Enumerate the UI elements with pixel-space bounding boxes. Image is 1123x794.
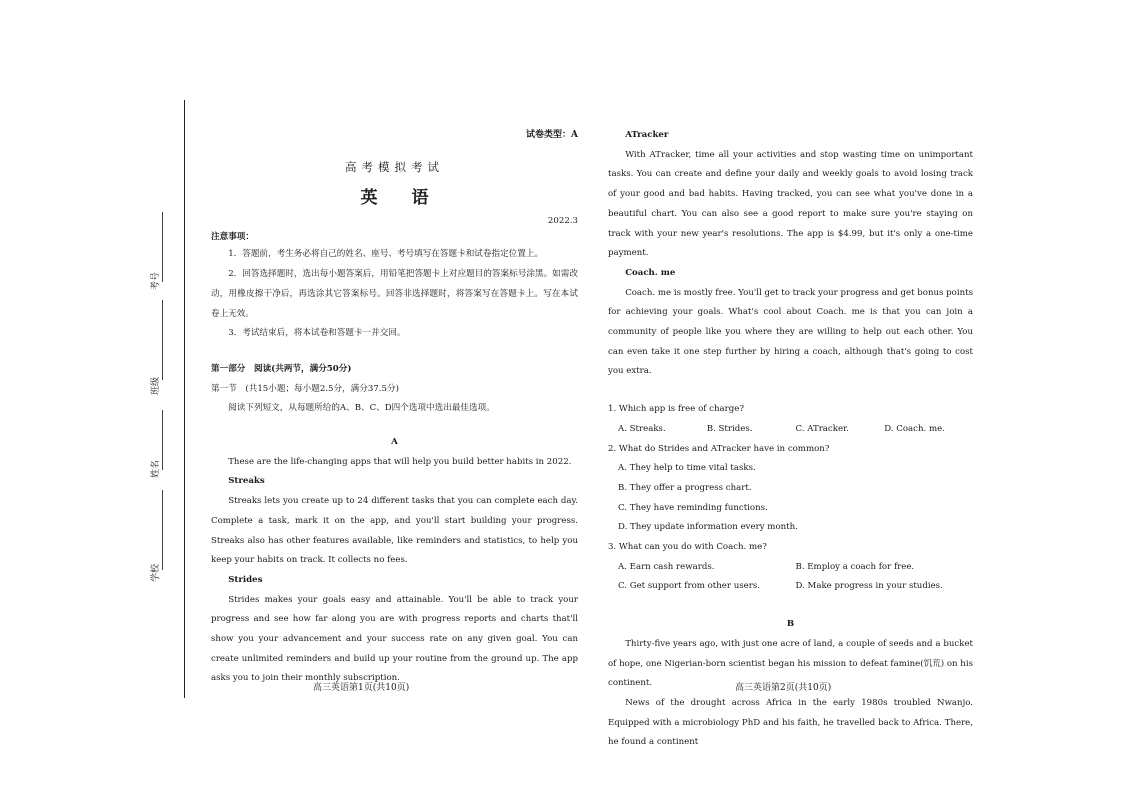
question-2: 2. What do Strides and ATracker have in common? bbox=[608, 443, 830, 454]
passage-b-paragraph-2: News of the drought across Africa in the early 1980s troubled Nwanjo. Equipped with a microbiology PhD and his faith, he travelled back to Africa. There, he found a continent bbox=[608, 697, 973, 748]
question-3: 3. What can you do with Coach. me? bbox=[608, 542, 767, 553]
subject-title: 英 语 bbox=[360, 188, 429, 209]
q1-option-d: D. Coach. me. bbox=[884, 423, 945, 434]
right-page-footer: 高三英语第2页(共10页) bbox=[735, 683, 832, 693]
section-instruction: 阅读下列短文，从每题所给的A、B、C、D四个选项中选出最佳选项。 bbox=[228, 403, 495, 414]
left-page-footer: 高三英语第1页(共10页) bbox=[313, 683, 410, 693]
binding-line bbox=[184, 100, 185, 698]
passage-a-label: A bbox=[391, 437, 398, 448]
paper-type: 试卷类型：A bbox=[526, 130, 578, 140]
question-1: 1. Which app is free of charge? bbox=[608, 404, 744, 415]
right-page bbox=[608, 126, 973, 753]
streaks-paragraph: Streaks lets you create up to 24 different tasks that you can complete each day. Complete a task, mark it on the app, and you'll start building your progress. Streaks also has other features available, like reminders and statistics, to help you keep your habits on track. It collects no fees. bbox=[211, 496, 578, 566]
notice-3: 3．考试结束后，将本试卷和答题卡一并交回。 bbox=[228, 328, 406, 339]
passage-intro: These are the life-changing apps that will help you build better habits in 2022. bbox=[228, 456, 572, 467]
q1-option-b: B. Strides. bbox=[706, 423, 753, 434]
left-page bbox=[211, 126, 578, 689]
passage-b-paragraph-1: Thirty-five years ago, with just one acre of land, a couple of seeds and a bucket of hope, one Nigerian-born scientist began his mission to defeat famine(饥荒) on his continent. bbox=[608, 638, 973, 689]
question-3-options-row2 bbox=[608, 577, 973, 597]
strides-paragraph: Strides makes your goals easy and attainable. You'll be able to track your progress and see how far along you are with progress reports and charts that'll show you your advancement and your success rate on any given goal. You can create unlimited reminders and build up your routine from the ground up. The app asks you to join their monthly subscription. bbox=[211, 594, 578, 684]
atracker-heading: ATracker bbox=[625, 130, 669, 140]
side-label-banji: 班级 bbox=[151, 376, 161, 395]
q1-option-a: A. Streaks. bbox=[618, 423, 666, 434]
q3-option-b: B. Employ a coach for free. bbox=[795, 561, 915, 572]
q3-option-a: A. Earn cash rewards. bbox=[618, 561, 715, 572]
side-label-xingming: 姓名 bbox=[151, 459, 161, 478]
notice-title: 注意事项： bbox=[211, 232, 254, 243]
passage-b-label: B bbox=[786, 619, 795, 630]
q3-option-d: D. Make progress in your studies. bbox=[795, 581, 943, 592]
strides-heading: Strides bbox=[228, 574, 263, 585]
atracker-paragraph: With ATracker, time all your activities and stop wasting time on unimportant tasks. You can create and define your daily and weekly goals to avoid losing track of your good and bad habits. Having tracked, you can see what you've done in a beautiful chart. You can also see a good report to make sure you're staying on track with your new year's resolutions. The app is $4.99, but it's only a one-time payment. bbox=[608, 149, 973, 259]
part-title: 第一部分 阅读(共两节，满分50分) bbox=[211, 363, 352, 374]
exam-title: 高考模拟考试 bbox=[345, 159, 444, 174]
q2-option-b: B. They offer a progress chart. bbox=[618, 482, 752, 493]
q3-option-c: C. Get support from other users. bbox=[618, 581, 760, 592]
side-label-xuexiao: 学校 bbox=[151, 563, 161, 582]
side-blank-kaohao[interactable] bbox=[162, 212, 163, 282]
coach-heading: Coach. me bbox=[625, 267, 676, 278]
side-blank-banji[interactable] bbox=[162, 300, 163, 380]
q2-option-c: C. They have reminding functions. bbox=[618, 502, 768, 513]
q1-option-c: C. ATracker. bbox=[795, 423, 849, 434]
notice-2: 2．回答选择题时，选出每小题答案后，用铅笔把答题卡上对应题目的答案标号涂黑。如需改动，用橡皮擦干净后，再选涂其它答案标号。回答非选择题时，将答案写在答题卡上。写在本试卷上无效。 bbox=[211, 269, 578, 319]
q2-option-a: A. They help to time vital tasks. bbox=[618, 463, 756, 474]
coach-paragraph: Coach. me is mostly free. You'll get to track your progress and get bonus points for achieving your goals. What's cool about Coach. me is that you can join a community of people like you where they are willing to help out each other. You can even take it one step further by hiring a coach, although that's going to cost you extra. bbox=[608, 287, 973, 377]
question-3-options-row1 bbox=[608, 558, 973, 578]
exam-date: 2022.3 bbox=[547, 216, 578, 227]
side-blank-xingming[interactable] bbox=[162, 410, 163, 470]
section-title: 第一节 (共15小题；每小题2.5分，满分37.5分) bbox=[211, 383, 399, 394]
question-1-options bbox=[608, 420, 973, 440]
side-label-kaohao: 考号 bbox=[151, 271, 161, 290]
notice-1: 1．答题前，考生务必将自己的姓名、座号、考号填写在答题卡和试卷指定位置上。 bbox=[228, 249, 544, 260]
side-blank-xuexiao[interactable] bbox=[162, 490, 163, 570]
q2-option-d: D. They update information every month. bbox=[618, 522, 798, 533]
streaks-heading: Streaks bbox=[228, 476, 265, 487]
